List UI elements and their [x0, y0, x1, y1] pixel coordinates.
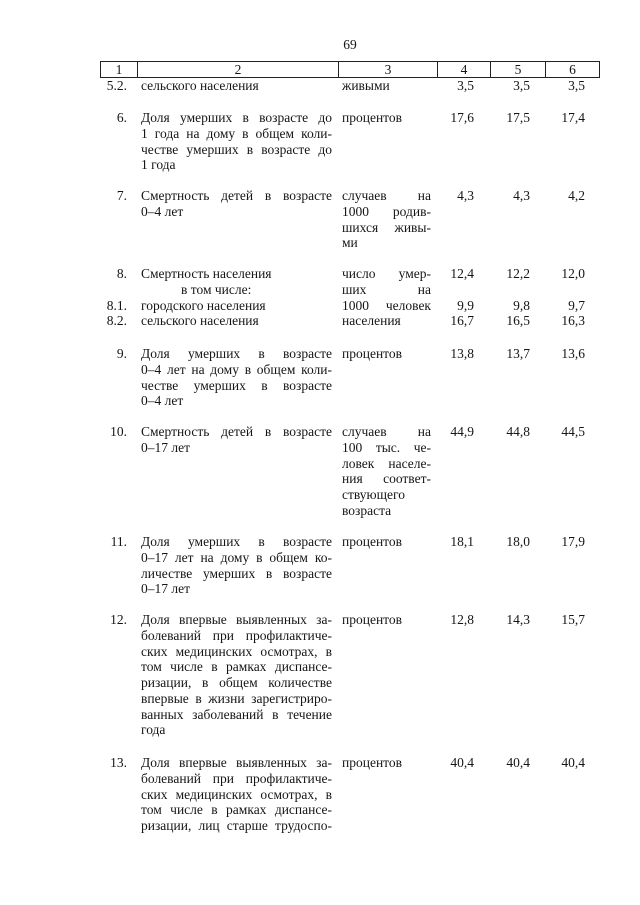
text-line: 44,5	[561, 424, 585, 439]
text-line: 12,0	[561, 266, 585, 281]
header-cell-2: 2	[137, 62, 338, 77]
text-line: населения	[342, 313, 401, 329]
value-column-4	[437, 266, 474, 329]
text-line: том числе в рамках диспансе-	[141, 802, 332, 818]
text-line: 8.	[116, 266, 127, 281]
text-line: шихся живы-	[342, 219, 431, 235]
text-line: 16,3	[561, 313, 585, 329]
text-line: ризации, в общем количестве	[141, 675, 332, 690]
text-line: ванных заболеваний в течение	[141, 706, 332, 722]
value-column-6	[545, 266, 585, 329]
text-line: 100 тыс. че-	[342, 439, 431, 455]
text-line: 13,8	[450, 346, 474, 361]
text-line: ризации, лиц старше трудоспо-	[141, 818, 332, 833]
text-line: процентов	[342, 346, 403, 361]
text-line: 7.	[116, 188, 127, 203]
text-line: 40,4	[561, 755, 585, 770]
value-column-4	[437, 188, 474, 204]
value-column-6	[545, 755, 585, 771]
unit-of-measure	[342, 346, 431, 362]
text-line: 8.1.	[106, 297, 127, 313]
unit-of-measure	[342, 612, 431, 628]
indicator-description	[141, 612, 332, 738]
text-line: 5.2.	[106, 78, 127, 93]
text-line: Смертность детей в возрасте	[141, 424, 332, 439]
text-line: 3,5	[568, 78, 585, 93]
text-line	[490, 282, 530, 298]
header-cell-6: 6	[545, 62, 600, 77]
value-column-6	[545, 612, 585, 628]
text-line: 11.	[110, 534, 127, 549]
text-line: болеваний при профилактиче-	[141, 770, 332, 786]
value-column-4	[437, 346, 474, 362]
value-column-6	[545, 188, 585, 204]
text-line: 18,1	[450, 534, 474, 549]
header-cell-5: 5	[490, 62, 545, 77]
row-number	[100, 424, 127, 440]
text-line: 4,3	[513, 188, 530, 203]
text-line: число умер-	[342, 266, 431, 281]
text-line	[437, 282, 474, 298]
text-line: 8.2.	[106, 313, 127, 329]
text-line: ния соответ-	[342, 471, 431, 487]
text-line	[545, 282, 585, 298]
text-line: Доля умерших в возрасте	[141, 534, 332, 549]
text-line: 12,8	[450, 612, 474, 627]
row-number	[100, 266, 127, 329]
row-number	[100, 755, 127, 771]
text-line: 1 года на дому в общем коли-	[141, 125, 332, 141]
text-line: в том числе:	[181, 281, 252, 297]
unit-of-measure	[342, 534, 431, 550]
row-number	[100, 78, 127, 94]
text-line: 0–4 лет	[141, 393, 184, 409]
value-column-4	[437, 424, 474, 440]
unit-of-measure	[342, 266, 431, 329]
text-line: 13,7	[506, 346, 530, 361]
text-line: 13,6	[561, 346, 585, 361]
text-line: 1 года	[141, 157, 176, 173]
text-line: 40,4	[450, 755, 474, 770]
unit-of-measure	[342, 78, 431, 94]
text-line: Доля умерших в возрасте до	[141, 110, 332, 125]
indicator-description	[141, 534, 332, 597]
text-line: Доля впервые выявленных за-	[141, 612, 332, 627]
text-line: 17,5	[506, 110, 530, 125]
value-column-5	[490, 612, 530, 628]
header-cell-4: 4	[437, 62, 490, 77]
value-column-5	[490, 110, 530, 126]
page-number: 69	[343, 37, 357, 52]
text-line: 44,8	[506, 424, 530, 439]
text-line: 0–17 лет	[141, 439, 191, 455]
text-line: Доля впервые выявленных за-	[141, 755, 332, 770]
value-column-5	[490, 78, 530, 94]
text-line: 0–4 лет на дому в общем коли-	[141, 361, 332, 377]
text-line: 12,2	[506, 266, 530, 281]
value-column-6	[545, 346, 585, 362]
text-line: 12,4	[450, 266, 474, 281]
value-column-5	[490, 424, 530, 440]
value-column-4	[437, 612, 474, 628]
indicator-description	[141, 78, 332, 94]
header-cell-3: 3	[338, 62, 437, 77]
table-header	[100, 61, 600, 78]
text-line: 3,5	[457, 78, 474, 93]
text-line: 17,4	[561, 110, 585, 125]
value-column-5	[490, 755, 530, 771]
text-line: 40,4	[506, 755, 530, 770]
value-column-6	[545, 424, 585, 440]
text-line: Смертность населения	[141, 266, 272, 281]
text-line: 16,5	[506, 313, 530, 329]
unit-of-measure	[342, 424, 431, 519]
indicator-description	[141, 424, 332, 456]
text-line: 12.	[110, 612, 127, 627]
text-line: возраста	[342, 502, 392, 518]
indicator-description	[141, 346, 332, 409]
text-line: 0–4 лет	[141, 203, 184, 219]
text-line: 1000 человек	[342, 297, 431, 313]
text-line: ских медицинских осмотрах, в	[141, 786, 332, 802]
value-column-5	[490, 534, 530, 550]
text-line: года	[141, 722, 166, 738]
row-number	[100, 534, 127, 550]
value-column-5	[490, 346, 530, 362]
value-column-5	[490, 266, 530, 329]
text-line: 0–17 лет на дому в общем ко-	[141, 549, 332, 565]
text-line: городского населения	[141, 297, 266, 313]
text-line: процентов	[342, 612, 403, 627]
text-line: 9,8	[513, 297, 530, 313]
value-column-6	[545, 78, 585, 94]
text-line	[100, 282, 127, 298]
value-column-5	[490, 188, 530, 204]
text-line: 4,2	[568, 188, 585, 203]
text-line: Смертность детей в возрасте	[141, 188, 332, 203]
text-line: 9.	[116, 346, 127, 361]
indicator-description	[141, 110, 332, 173]
text-line: сельского населения	[141, 313, 259, 329]
text-line: 44,9	[450, 424, 474, 439]
text-line: процентов	[342, 755, 403, 770]
value-column-6	[545, 534, 585, 550]
text-line: 14,3	[506, 612, 530, 627]
text-line: ми	[342, 235, 358, 251]
text-line: живыми	[342, 78, 390, 93]
text-line: 9,9	[457, 297, 474, 313]
value-column-4	[437, 110, 474, 126]
row-number	[100, 188, 127, 204]
indicator-description	[141, 755, 332, 834]
text-line: процентов	[342, 534, 403, 549]
text-line: ших на	[342, 281, 431, 297]
indicator-description	[141, 266, 332, 329]
text-line: 13.	[110, 755, 127, 770]
text-line: 10.	[110, 424, 127, 439]
text-line: ловек населе-	[342, 455, 431, 471]
value-column-4	[437, 534, 474, 550]
text-line: случаев на	[342, 188, 431, 203]
value-column-6	[545, 110, 585, 126]
text-line: ствующего	[342, 487, 405, 502]
text-line: 3,5	[513, 78, 530, 93]
text-line: впервые в жизни зарегистриро-	[141, 690, 332, 706]
text-line: 16,7	[450, 313, 474, 329]
text-line: честве умерших в возрасте до	[141, 141, 332, 157]
header-cell-1: 1	[100, 62, 137, 77]
value-column-4	[437, 78, 474, 94]
text-line: 17,9	[561, 534, 585, 549]
text-line: том числе в рамках диспансе-	[141, 659, 332, 675]
text-line: случаев на	[342, 424, 431, 439]
text-line: Доля умерших в возрасте	[141, 346, 332, 361]
text-line: ских медицинских осмотрах, в	[141, 643, 332, 659]
text-line: 9,7	[568, 297, 585, 313]
value-column-4	[437, 755, 474, 771]
text-line: 15,7	[561, 612, 585, 627]
row-number	[100, 110, 127, 126]
text-line: сельского населения	[141, 78, 259, 93]
unit-of-measure	[342, 110, 431, 126]
text-line: 0–17 лет	[141, 581, 191, 597]
text-line: личестве умерших в возрасте	[141, 565, 332, 581]
row-number	[100, 612, 127, 628]
text-line: 17,6	[450, 110, 474, 125]
text-line: процентов	[342, 110, 403, 125]
unit-of-measure	[342, 188, 431, 251]
row-number	[100, 346, 127, 362]
text-line: болеваний при профилактиче-	[141, 627, 332, 643]
text-line: 4,3	[457, 188, 474, 203]
text-line: 1000 родив-	[342, 203, 431, 219]
text-line: честве умерших в возрасте	[141, 377, 332, 393]
text-line: 6.	[116, 110, 127, 125]
unit-of-measure	[342, 755, 431, 771]
text-line: 18,0	[506, 534, 530, 549]
indicator-description	[141, 188, 332, 220]
